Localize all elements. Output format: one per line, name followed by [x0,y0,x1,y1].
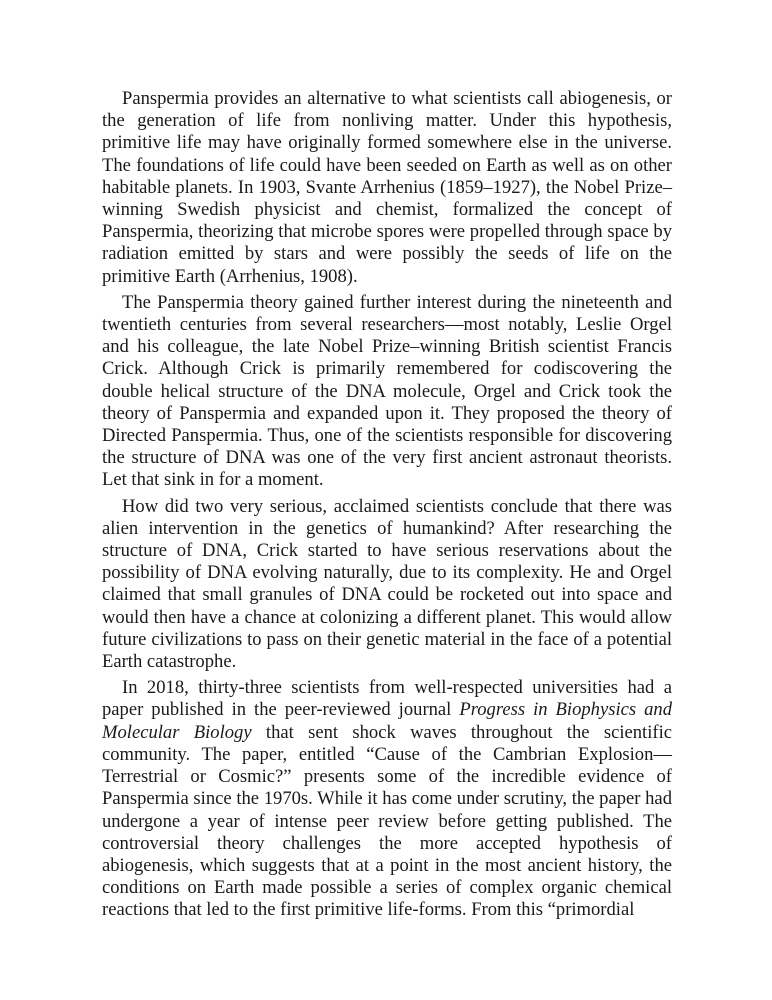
page-body [102,88,672,922]
paragraph-crick-orgel: How did two very serious, acclaimed scientists conclude that there was alien intervention in the genetics of humankind? After researching the structure of DNA, Crick started to have serious reservations about the possibility of DNA evolving naturally, due to its complexity. He and Orgel claimed that small granules of DNA could be rocketed out into space and would then have a chance at colonizing a different planet. This would allow future civilizations to pass on their genetic material in the face of a potential Earth catastrophe. [102,495,672,673]
paragraph-directed-panspermia: The Panspermia theory gained further interest during the nineteenth and twentieth centuries from several researchers—most notably, Leslie Orgel and his colleague, the late Nobel Prize–winning British scientist Francis Crick. Although Crick is primarily remembered for codiscovering the double helical structure of the DNA molecule, Orgel and Crick took the theory of Panspermia and expanded upon it. They proposed the theory of Directed Panspermia. Thus, one of the scientists responsible for discovering the structure of DNA was one of the very first ancient astronaut theorists. Let that sink in for a moment. [102,291,672,491]
paragraph-2018-paper [102,677,672,921]
paragraph-panspermia-intro: Panspermia provides an alternative to what scientists call abiogenesis, or the generation of life from nonliving matter. Under this hypothesis, primitive life may have originally formed somewhere else in the universe. The foundations of life could have been seeded on Earth as well as on other habitable planets. In 1903, Svante Arrhenius (1859–1927), the Nobel Prize–winning Swedish physicist and chemist, formalized the concept of Panspermia, theorizing that microbe spores were propelled through space by radiation emitted by stars and were possibly the seeds of life on the primitive Earth (Arrhenius, 1908). [102,88,672,287]
paragraph-text-before-journal: In 2018, thirty-three scientists from well-respected universities had a paper published in the peer-reviewed journal [102,677,672,721]
journal-title: Progress in Biophysics and Molecular Biology [102,699,672,743]
paragraph-text-after-journal: that sent shock waves throughout the scientific community. The paper, entitled “Cause of the Cambrian Explosion—Terrestrial or Cosmic?” presents some of the incredible evidence of Panspermia since the 1970s. While it has come under scrutiny, the paper had undergone a year of intense peer review before getting published. The controversial theory challenges the more accepted hypothesis of abiogenesis, which suggests that at a point in the most ancient history, the conditions on Earth made possible a series of complex organic chemical reactions that led to the first primitive life-forms. From this “primordial [102,721,672,921]
